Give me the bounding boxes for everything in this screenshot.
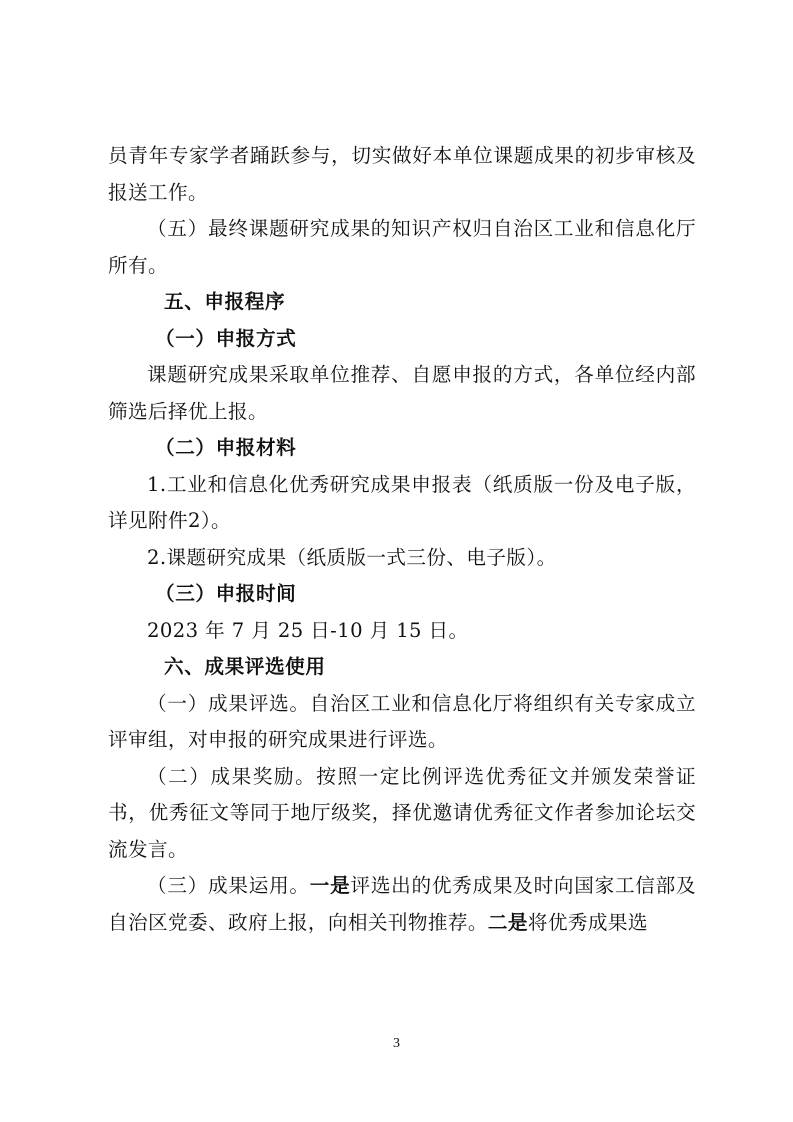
text-segment: 将优秀成果选 (527, 910, 648, 934)
paragraph-materials-1: 1.工业和信息化优秀研究成果申报表（纸质版一份及电子版，详见附件2）。 (108, 472, 696, 532)
document-body (108, 138, 696, 941)
section-heading-five: 五、申报程序 (164, 290, 286, 313)
text-segment: 评选出的优秀成果及时向国家工信部及自治区党委、政府上报，向相关刊物推荐。 (108, 874, 696, 934)
paragraph-application-method: 课题研究成果采取单位推荐、自愿申报的方式，各单位经内部筛选后择优上报。 (108, 363, 696, 423)
subheading-application-materials: （二）申报材料 (155, 436, 297, 459)
paragraph-application-use (108, 868, 696, 941)
paragraph-continuation: 员青年专家学者踊跃参与，切实做好本单位课题成果的初步审核及报送工作。 (108, 144, 696, 204)
keyword-second: 二是 (487, 910, 528, 934)
paragraph-application-time: 2023 年 7 月 25 日-10 月 15 日。 (147, 618, 469, 642)
subheading-application-time: （三）申报时间 (155, 582, 297, 605)
paragraph-awards: （二）成果奖励。按照一定比例评选优秀征文并颁发荣誉证书，优秀征文等同于地厅级奖，择优邀请优秀征文作者参加论坛交流发言。 (108, 764, 696, 861)
section-heading-six: 六、成果评选使用 (164, 655, 326, 678)
keyword-first: 一是 (309, 874, 351, 897)
paragraph-ip-rights: （五）最终课题研究成果的知识产权归自治区工业和信息化厅所有。 (108, 217, 696, 277)
page-number: 3 (393, 1036, 400, 1051)
subheading-application-method: （一）申报方式 (155, 326, 297, 350)
text-segment: （三）成果运用。 (147, 874, 310, 897)
paragraph-materials-2: 2.课题研究成果（纸质版一式三份、电子版）。 (147, 545, 557, 569)
paragraph-evaluation: （一）成果评选。自治区工业和信息化厅将组织有关专家成立评审组，对申报的研究成果进行评选。 (108, 691, 696, 751)
